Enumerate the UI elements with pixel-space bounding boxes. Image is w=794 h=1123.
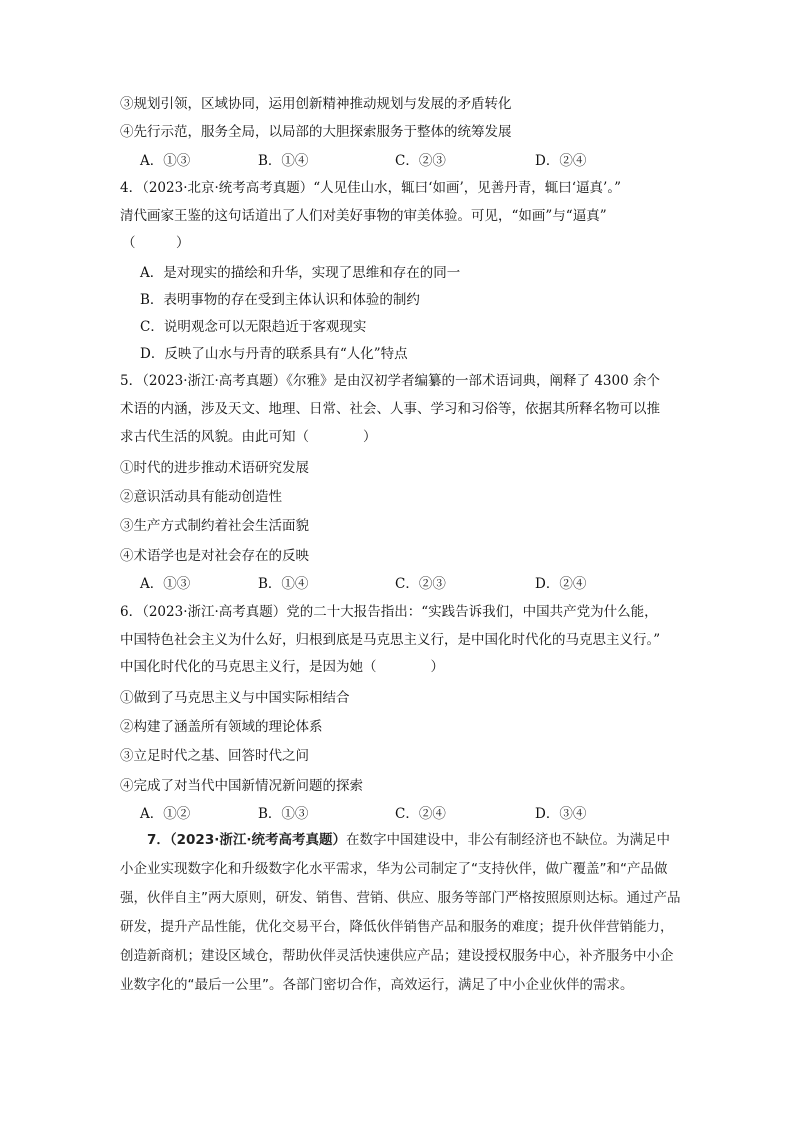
q5-statement-4: ④术语学也是对社会存在的反映 [120,548,309,564]
q6-statement-4: ④完成了对当代中国新情况新问题的探索 [120,778,363,794]
q5-option-b[interactable]: B．①④ [258,576,309,592]
q6-option-b[interactable]: B．①③ [258,806,309,822]
q4-choice-d[interactable]: D．反映了山水与丹青的联系具有“人化”特点 [140,346,408,362]
q5-statement-2: ②意识活动具有能动创造性 [120,489,282,505]
q5-stem-line-2: 术语的内涵，涉及天文、地理、日常、社会、人事、学习和习俗等，依据其所释名物可以推 [120,401,660,417]
q5-statement-1: ①时代的进步推动术语研究发展 [120,460,309,476]
q3-option-d[interactable]: D．②④ [535,153,587,169]
q4-choice-b[interactable]: B．表明事物的存在受到主体认识和体验的制约 [140,292,420,308]
q4-stem-line-2: 清代画家王鉴的这句话道出了人们对美好事物的审美体验。可见，“如画”与“逼真” [120,208,607,224]
q6-option-a[interactable]: A．①② [140,806,191,822]
q6-statement-3: ③立足时代之基、回答时代之问 [120,748,309,764]
q4-choice-a[interactable]: A．是对现实的描绘和升华，实现了思维和存在的同一 [140,265,461,281]
q6-stem-line-2: 中国特色社会主义为什么好，归根到底是马克思主义行，是中国化时代化的马克思主义行。” [120,632,661,648]
q4-stem-line-1: 4．（2023·北京·统考高考真题）“人见佳山水，辄曰‘如画’，见善丹青，辄曰‘逼真’。” [120,180,621,196]
q6-statement-2: ②构建了涵盖所有领域的理论体系 [120,719,323,735]
q5-option-c[interactable]: C．②③ [395,576,446,592]
q5-stem-line-1: 5．（2023·浙江·高考真题）《尔雅》是由汉初学者编纂的一部术语词典，阐释了 4300 余个 [120,373,660,389]
q6-stem-line-3: 中国化时代化的马克思主义行，是因为她（ ） [120,659,444,675]
q3-option-c[interactable]: C．②③ [395,153,446,169]
q3-option-b[interactable]: B．①④ [258,153,309,169]
q3-option-a[interactable]: A．①③ [140,153,191,169]
q5-option-d[interactable]: D．②④ [535,576,587,592]
q5-option-a[interactable]: A．①③ [140,576,191,592]
q3-statement-3: ③规划引领，区域协同，运用创新精神推动规划与发展的矛盾转化 [120,96,512,112]
q7-paragraph [120,826,682,1000]
q6-statement-1: ①做到了马克思主义与中国实际相结合 [120,690,350,706]
q5-stem-line-3: 求古代生活的风貌。由此可知（ ） [120,429,377,445]
q5-statement-3: ③生产方式制约着社会生活面貌 [120,518,309,534]
q6-option-c[interactable]: C．②④ [395,806,446,822]
q7-heading: 7．（2023·浙江·统考高考真题） [147,832,346,848]
q4-answer-blank: （ ） [122,235,190,251]
q3-statement-4: ④先行示范，服务全局，以局部的大胆探索服务于整体的统筹发展 [120,124,512,140]
q6-stem-line-1: 6．（2023·浙江·高考真题）党的二十大报告指出：“实践告诉我们，中国共产党为什么能， [120,604,658,620]
q4-choice-c[interactable]: C．说明观念可以无限趋近于客观现实 [140,319,367,335]
q6-option-d[interactable]: D．③④ [535,806,587,822]
q7-body: 在数字中国建设中，非公有制经济也不缺位。为满足中小企业实现数字化和升级数字化水平需求，华为公司制定了“支持伙伴，做广覆盖”和“产品做强，伙伴自主”两大原则，研发、销售、营销、供应、服务等部门严格按照原则达标。通过产品研发，提升产品性能，优化交易平台，降低伙伴销售产品和服务的难度；提升伙伴营销能力，创造新商机；建设区域仓，帮助伙伴灵活快速供应产品；建设授权服务中心，补齐服务中小企业数字化的“最后一公里”。各部门密切合作，高效运行，满足了中小企业伙伴的需求。 [120,832,681,993]
